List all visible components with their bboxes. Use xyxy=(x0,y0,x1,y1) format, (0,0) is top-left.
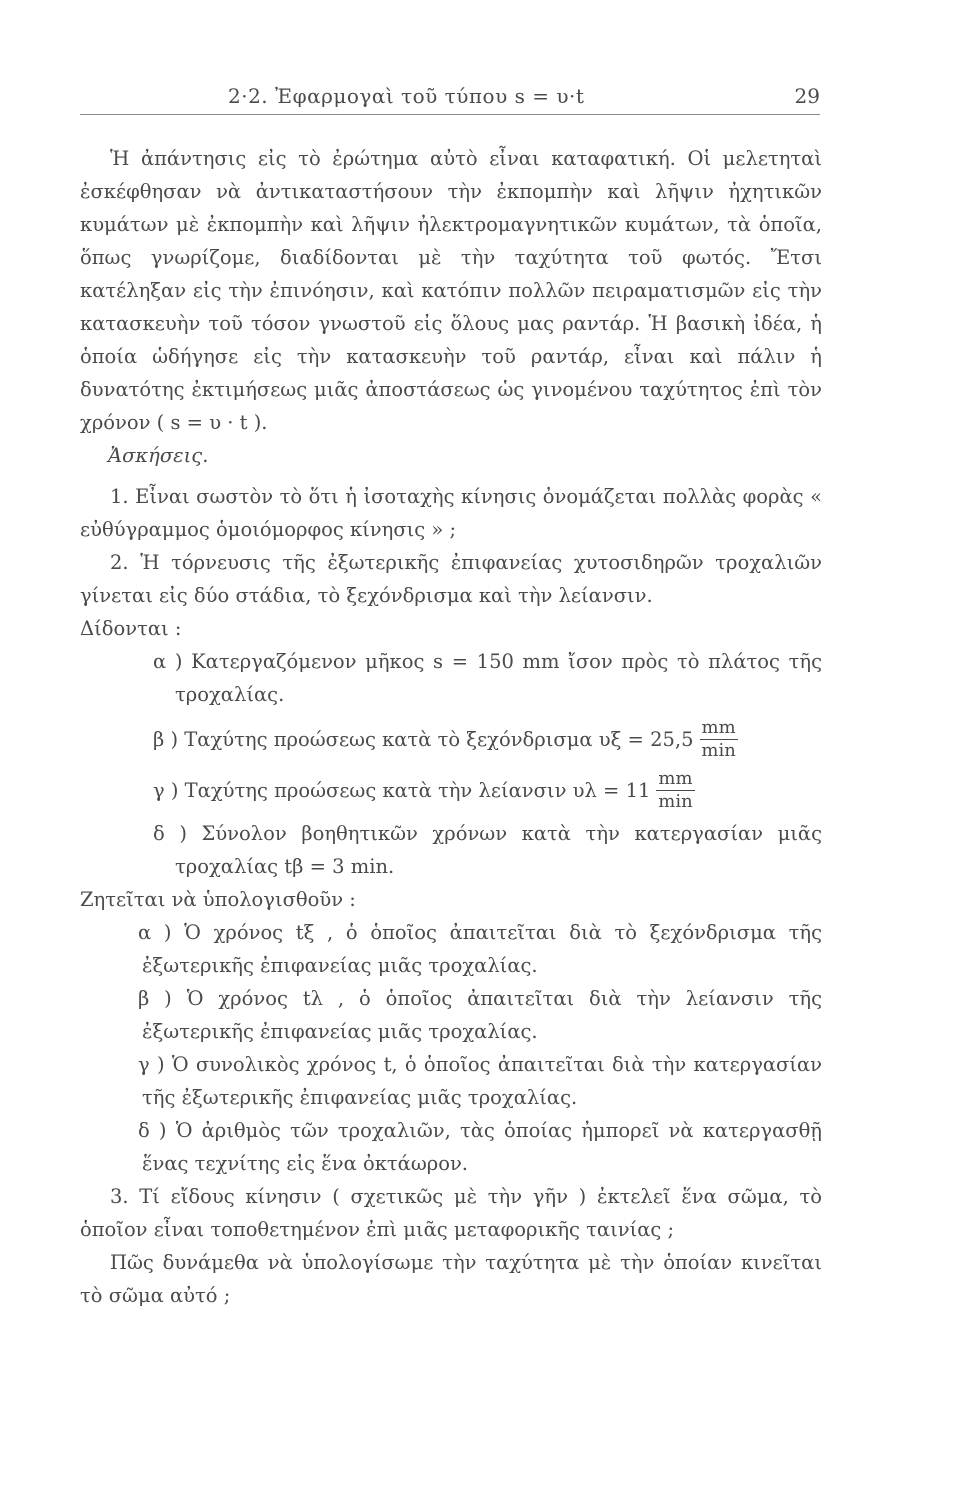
page-number: 29 xyxy=(794,84,820,108)
given-c-text: γ ) Ταχύτης προώσεως κατὰ τὴν λείανσιν υλ = 11 xyxy=(153,779,651,802)
required-a: α ) Ὁ χρόνος tξ , ὁ ὁποῖος ἀπαιτεῖται διὰ τὸ ξεχόνδρισμα τῆς ἐξωτερικῆς ἐπιφανείας μιᾶς τροχαλίας. xyxy=(138,921,822,977)
exercise-3: 3. Τί εἴδους κίνησιν ( σχετικῶς μὲ τὴν γῆν ) ἐκτελεῖ ἕνα σῶμα, τὸ ὁποῖον εἶναι τοποθετημένον ἐπὶ μιᾶς μεταφορικῆς ταινίας ; xyxy=(80,1185,822,1241)
unit-fraction-c xyxy=(656,768,694,813)
running-header xyxy=(80,84,820,115)
exercises-heading: Ἀσκήσεις. xyxy=(108,444,209,467)
given-label: Δίδονται : xyxy=(80,617,182,640)
exercise-3-followup: Πῶς δυνάμεθα νὰ ὑπολογίσωμε τὴν ταχύτητα μὲ τὴν ὁποίαν κινεῖται τὸ σῶμα αὐτό ; xyxy=(80,1251,822,1307)
given-c xyxy=(80,768,822,813)
given-a: α ) Κατεργαζόμενον μῆκος s = 150 mm ἴσον πρὸς τὸ πλάτος τῆς τροχαλίας. xyxy=(153,650,822,706)
exercise-1: 1. Εἶναι σωστὸν τὸ ὅτι ἡ ἰσοταχὴς κίνησις ὀνομάζεται πολλὰς φορὰς « εὐθύγραμμος ὁμοιόμορφος κίνησις » ; xyxy=(80,485,822,541)
unit-denominator: min xyxy=(658,791,693,812)
given-b xyxy=(80,717,822,762)
unit-fraction-b xyxy=(700,717,738,762)
page-body xyxy=(80,142,822,1312)
given-d: δ ) Σύνολον βοηθητικῶν χρόνων κατὰ τὴν κατεργασίαν μιᾶς τροχαλίας tβ = 3 min. xyxy=(153,822,822,878)
header-title: 2·2. Ἐφαρμογαὶ τοῦ τύπου s = υ·t xyxy=(228,84,585,108)
exercise-2-intro: 2. Ἡ τόρνευσις τῆς ἐξωτερικῆς ἐπιφανείας χυτοσιδηρῶν τροχαλιῶν γίνεται εἰς δύο στάδια, τὸ ξεχόνδρισμα καὶ τὴν λείανσιν. xyxy=(80,551,822,607)
required-c: γ ) Ὁ συνολικὸς χρόνος t, ὁ ὁποῖος ἀπαιτεῖται διὰ τὴν κατεργασίαν τῆς ἐξωτερικῆς ἐπιφανείας μιᾶς τροχαλίας. xyxy=(138,1053,822,1109)
unit-numerator: mm xyxy=(658,768,693,789)
required-d: δ ) Ὁ ἀριθμὸς τῶν τροχαλιῶν, τὰς ὁποίας ἠμπορεῖ νὰ κατεργασθῇ ἕνας τεχνίτης εἰς ἕνα ὀκτάωρον. xyxy=(138,1119,822,1175)
intro-paragraph: Ἡ ἀπάντησις εἰς τὸ ἐρώτημα αὐτὸ εἶναι καταφατική. Οἱ μελετηταὶ ἐσκέφθησαν νὰ ἀντικαταστήσουν τὴν ἐκπομπὴν καὶ λῆψιν ἠχητικῶν κυμάτων μὲ ἐκπομπὴν καὶ λῆψιν ἠλεκτρομαγνητικῶν κυμάτων, τὰ ὁποῖα, ὅπως γνωρίζομε, διαδίδονται μὲ τὴν ταχύτητα τοῦ φωτός. Ἔτσι κατέληξαν εἰς τὴν ἐπινόησιν, καὶ κατόπιν πολλῶν πειραματισμῶν εἰς τὴν κατασκευὴν τοῦ τόσον γνωστοῦ εἰς ὅλους μας ραντάρ. Ἡ βασικὴ ἰδέα, ἡ ὁποία ὡδήγησε εἰς τὴν κατασκευὴν τοῦ ραντάρ, εἶναι καὶ πάλιν ἡ δυνατότης ἐκτιμήσεως μιᾶς ἀποστάσεως ὡς γινομένου ταχύτητος ἐπὶ τὸν χρόνον ( s = υ · t ). xyxy=(80,147,822,434)
required-label: Ζητεῖται νὰ ὑπολογισθοῦν : xyxy=(80,888,356,911)
given-b-text: β ) Ταχύτης προώσεως κατὰ τὸ ξεχόνδρισμα υξ = 25,5 xyxy=(153,728,694,751)
required-b: β ) Ὁ χρόνος tλ , ὁ ὁποῖος ἀπαιτεῖται διὰ τὴν λείανσιν τῆς ἐξωτερικῆς ἐπιφανείας μιᾶς τροχαλίας. xyxy=(138,987,822,1043)
unit-numerator: mm xyxy=(701,717,736,738)
unit-denominator: min xyxy=(701,740,736,761)
